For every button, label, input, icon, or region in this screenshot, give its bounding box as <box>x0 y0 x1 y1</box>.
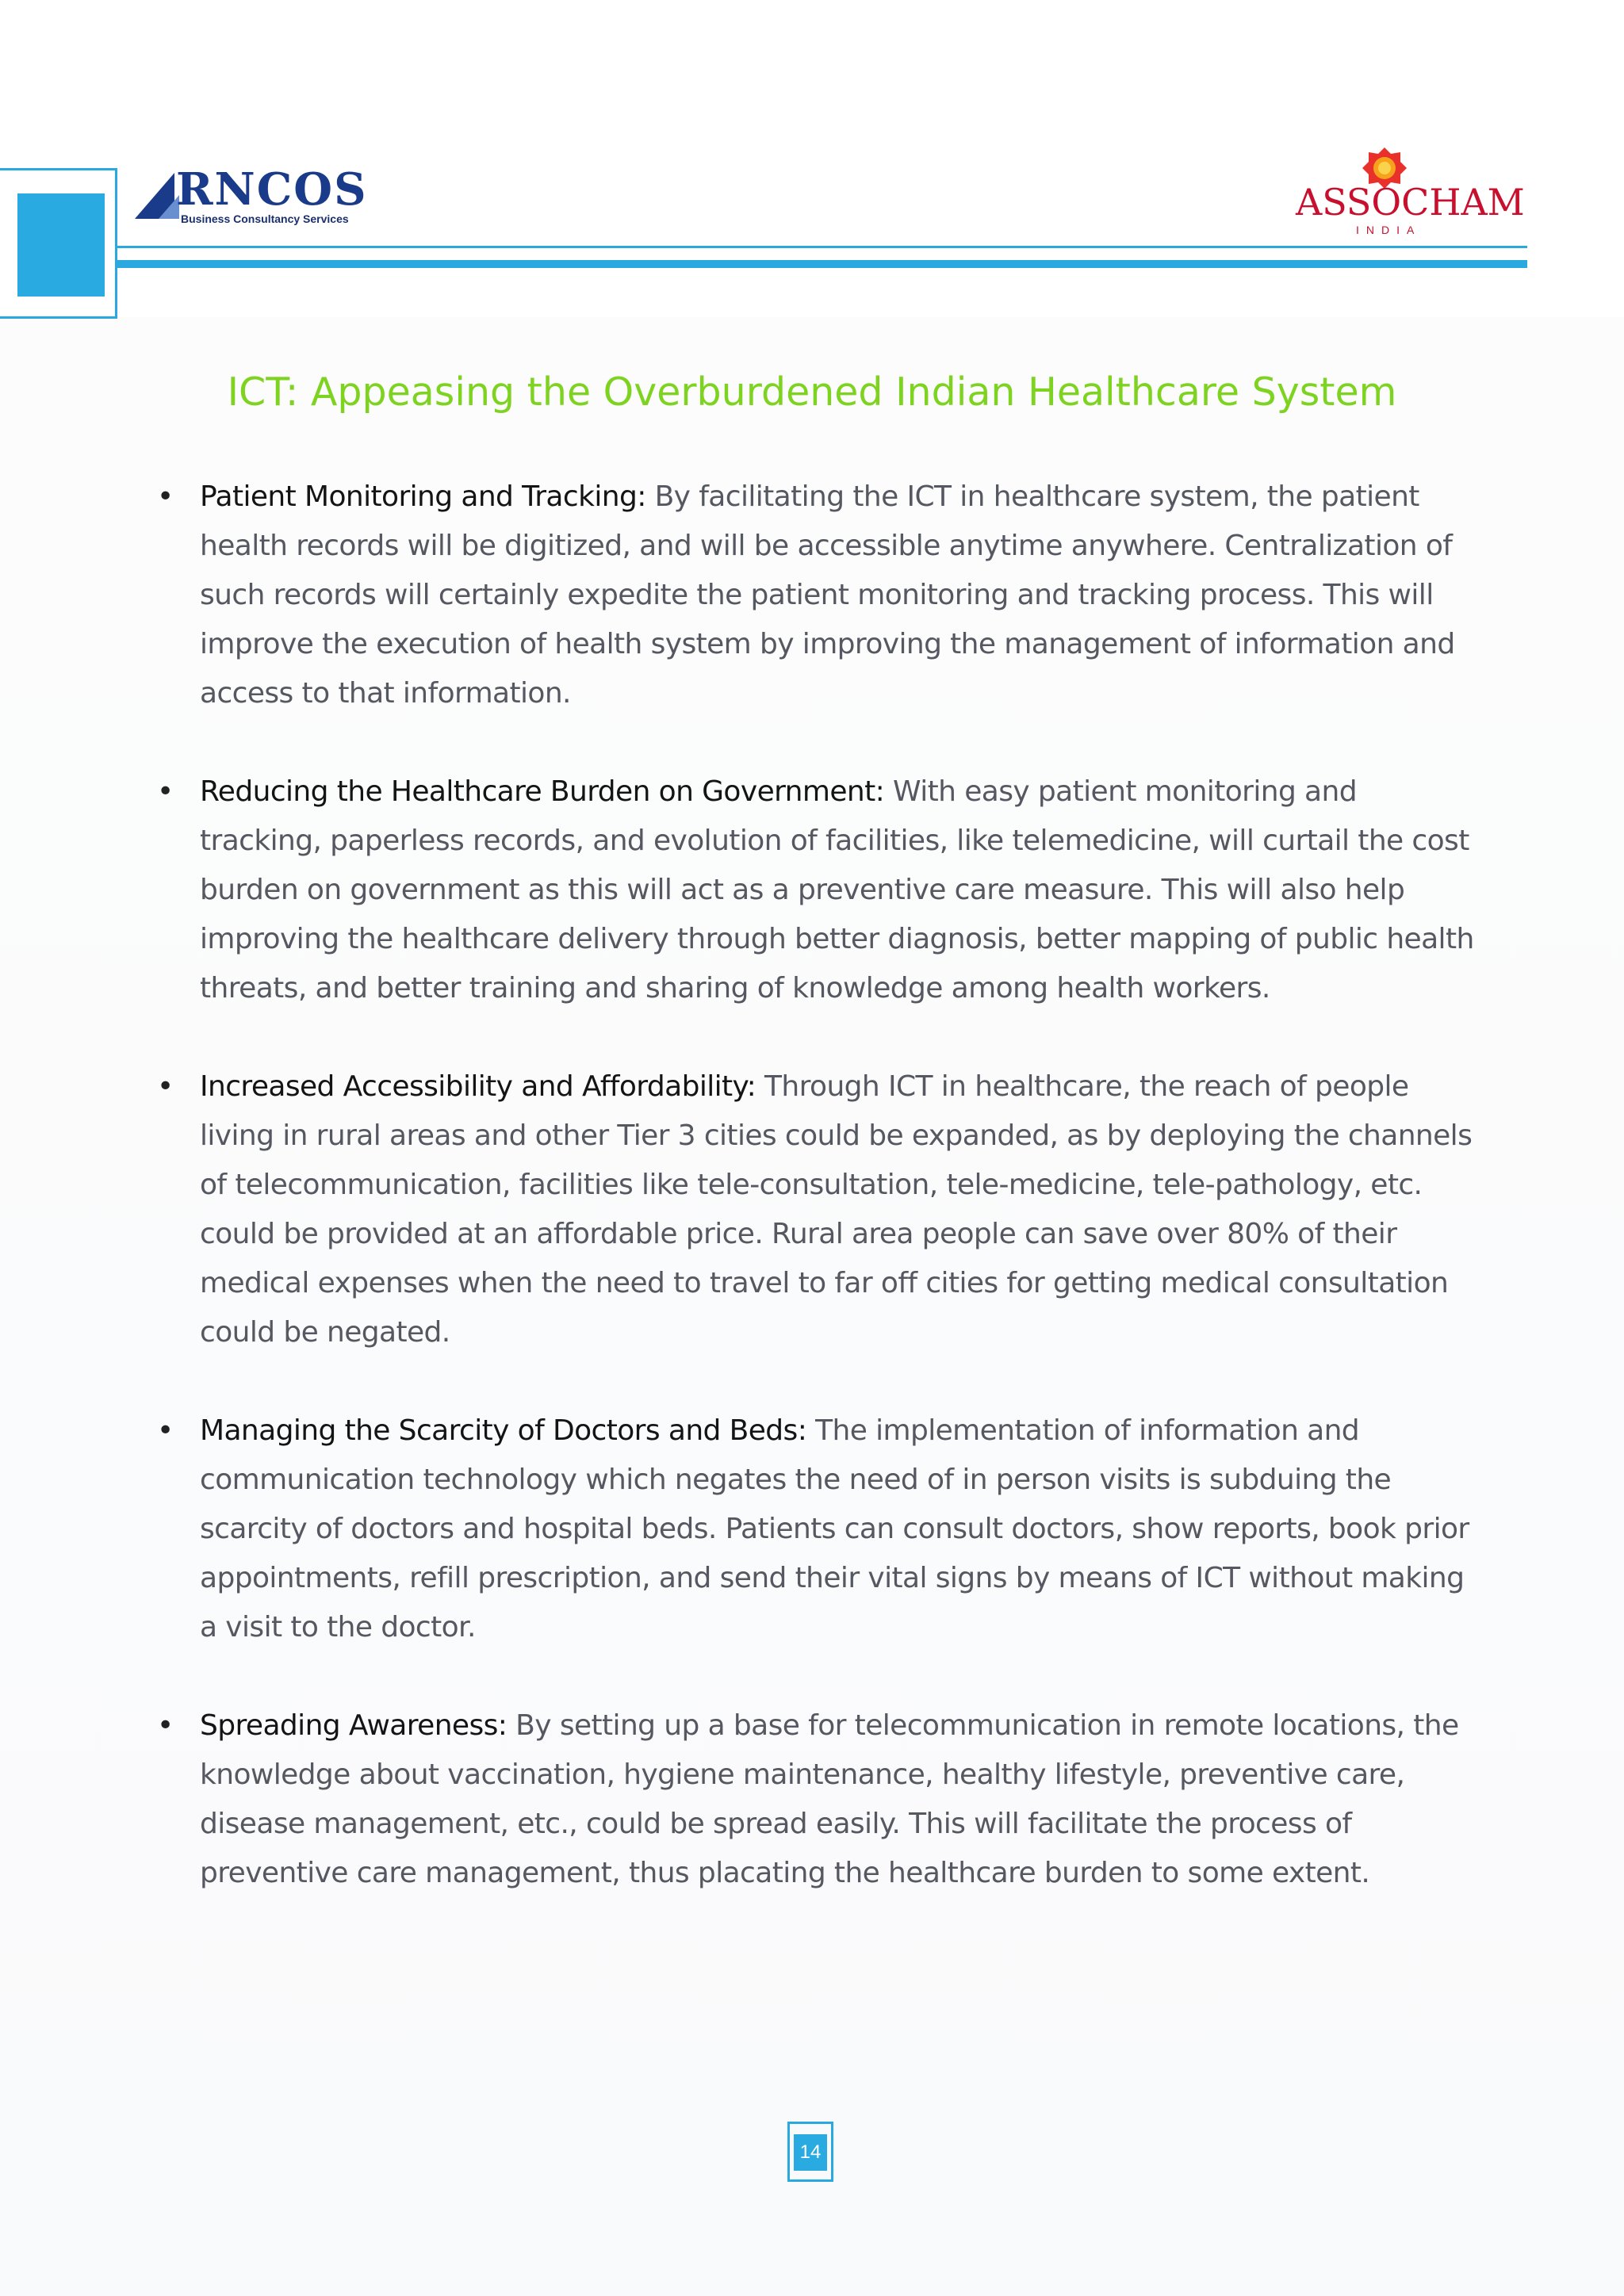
bullet-body: With easy patient monitoring and tracking, paperless records, and evolution of facilities, like telemedicine, will curtail the cost burden on government as this will act as a preventive care measure. This will also help improving the healthcare delivery through better diagnosis, better mapping of public health threats, and better training and sharing of knowledge among health workers. <box>200 775 1474 1004</box>
bullet-item <box>151 1701 1483 1898</box>
bullet-heading: Managing the Scarcity of Doctors and Beds: <box>200 1414 807 1447</box>
assocham-logo-wordmark: ASSOCHAM <box>1296 181 1525 224</box>
rncos-logo <box>135 163 368 232</box>
rncos-logo-tagline: Business Consultancy Services <box>181 212 349 225</box>
bullet-body: By setting up a base for telecommunication in remote locations, the knowledge about vaccination, hygiene maintenance, healthy lifestyle, preventive care, disease management, etc., could be spread easily. This will facilitate the process of preventive care management, thus placating the healthcare burden to some extent. <box>200 1709 1459 1889</box>
bullet-item <box>151 767 1483 1013</box>
page-number: 14 <box>794 2134 827 2171</box>
assocham-logo-subtitle: INDIA <box>1356 224 1422 236</box>
bullet-list <box>151 473 1483 1947</box>
bullet-marker: • <box>157 1070 174 1103</box>
bullet-marker: • <box>157 1709 174 1742</box>
bullet-body: Through ICT in healthcare, the reach of people living in rural areas and other Tier 3 cities could be expanded, as by deploying the channels of telecommunication, facilities like tele-consultation, tele-medicine, tele-pathology, etc. could be provided at an affordable price. Rural area people can save over 80% of their medical expenses when the need to travel to far off cities for getting medical consultation could be negated. <box>200 1070 1473 1349</box>
bullet-item <box>151 1406 1483 1652</box>
page-title: ICT: Appeasing the Overburdened Indian Healthcare System <box>227 369 1397 415</box>
bullet-marker: • <box>157 775 174 808</box>
bullet-heading: Reducing the Healthcare Burden on Government: <box>200 775 885 808</box>
bullet-paragraph <box>200 473 1483 718</box>
corner-block-decoration <box>17 193 105 297</box>
header-rule-thick <box>117 260 1527 268</box>
bullet-paragraph <box>200 767 1483 1013</box>
bullet-heading: Spreading Awareness: <box>200 1709 508 1742</box>
bullet-marker: • <box>157 1414 174 1447</box>
bullet-heading: Increased Accessibility and Affordability: <box>200 1070 756 1103</box>
bullet-paragraph <box>200 1062 1483 1357</box>
bullet-item <box>151 473 1483 718</box>
bullet-marker: • <box>157 480 174 513</box>
bullet-body: By facilitating the ICT in healthcare system, the patient health records will be digitized, and will be accessible anytime anywhere. Centralization of such records will certainly expedite the patient monitoring and tracking process. This will improve the execution of health system by improving the management of information and access to that information. <box>200 480 1455 710</box>
bullet-paragraph <box>200 1406 1483 1652</box>
bullet-body: The implementation of information and communication technology which negates the need of in person visits is subduing the scarcity of doctors and hospital beds. Patients can consult doctors, show reports, book prior appointments, refill prescription, and send their vital signs by means of ICT without making a visit to the doctor. <box>200 1414 1469 1644</box>
rncos-logo-wordmark: RNCOS <box>176 163 368 216</box>
bullet-item <box>151 1062 1483 1357</box>
bullet-heading: Patient Monitoring and Tracking: <box>200 480 646 513</box>
bullet-paragraph <box>200 1701 1483 1898</box>
header-rule-thin <box>117 246 1527 248</box>
rncos-logo-mark-icon <box>135 173 182 220</box>
assocham-logo <box>1293 146 1525 241</box>
